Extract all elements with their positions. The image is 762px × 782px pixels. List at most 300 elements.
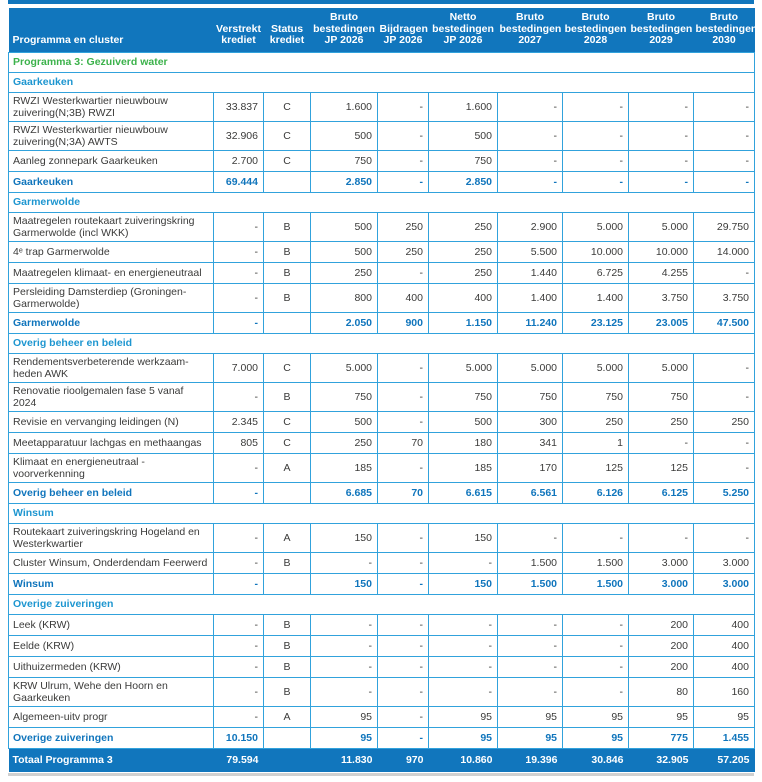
table-row (9, 212, 755, 241)
cell-value: - (378, 150, 429, 171)
cell-value: 29.750 (694, 212, 755, 241)
cell-value: - (214, 656, 264, 677)
cell-value: - (498, 92, 563, 121)
subtotal-status (264, 482, 311, 503)
row-label: Revisie en vervanging leidingen (N) (9, 411, 214, 432)
cell-value: - (629, 92, 694, 121)
cell-value: - (563, 635, 629, 656)
cell-value: 1.500 (563, 552, 629, 573)
subtotal-value: 6.126 (563, 482, 629, 503)
table-row (9, 552, 755, 573)
cell-value: 250 (563, 411, 629, 432)
subtotal-value: - (214, 482, 264, 503)
row-label: Algemeen-uitv progr (9, 706, 214, 727)
subtotal-value: 47.500 (694, 312, 755, 333)
row-label: Leek (KRW) (9, 614, 214, 635)
cell-value: 200 (629, 656, 694, 677)
cell-value: 5.000 (629, 212, 694, 241)
cell-value: 750 (629, 382, 694, 411)
subtotal-label: Winsum (9, 573, 214, 594)
cell-value: 1.440 (498, 262, 563, 283)
cell-value: 400 (694, 656, 755, 677)
table-row (9, 432, 755, 453)
cell-value: - (378, 635, 429, 656)
cell-value: - (214, 382, 264, 411)
cell-value: 5.000 (563, 353, 629, 382)
cell-value: - (378, 523, 429, 552)
cell-value: - (498, 635, 563, 656)
cell-value: - (378, 92, 429, 121)
cell-value: 95 (311, 706, 378, 727)
cell-value: - (429, 656, 498, 677)
row-label: Rendementsverbeterende werkzaam-heden AWK (9, 353, 214, 382)
budget-table (8, 8, 758, 772)
table-bottom-shadow (8, 773, 754, 776)
cell-value: - (214, 523, 264, 552)
section-header-row (9, 333, 755, 353)
table-row (9, 262, 755, 283)
table-row (9, 706, 755, 727)
table-row (9, 382, 755, 411)
cell-status: B (264, 677, 311, 706)
row-label: Routekaart zuiveringskring Hogeland en Westerkwartier (9, 523, 214, 552)
subtotal-value: 775 (629, 727, 694, 748)
cell-value: - (498, 677, 563, 706)
cell-value: 5.000 (498, 353, 563, 382)
table-row (9, 453, 755, 482)
column-header-bruto-bestedingen-2027: Bruto bestedingen 2027 (498, 8, 563, 52)
row-label: Maatregelen routekaart zuiveringskring Garmerwolde (incl WKK) (9, 212, 214, 241)
cell-value: - (214, 552, 264, 573)
section-header-row (9, 503, 755, 523)
cell-value: 500 (311, 241, 378, 262)
subtotal-value: 150 (311, 573, 378, 594)
cell-status: C (264, 92, 311, 121)
cell-value: 500 (311, 411, 378, 432)
cell-status: B (264, 262, 311, 283)
subtotal-status (264, 573, 311, 594)
cell-value: - (563, 523, 629, 552)
cell-value: 33.837 (214, 92, 264, 121)
cell-value: 5.000 (629, 353, 694, 382)
subtotal-value: - (378, 171, 429, 192)
cell-value: - (214, 614, 264, 635)
subtotal-value: 23.125 (563, 312, 629, 333)
subtotal-value: 69.444 (214, 171, 264, 192)
cell-value: - (498, 614, 563, 635)
cell-value: 185 (429, 453, 498, 482)
subtotal-value: 5.250 (694, 482, 755, 503)
cell-status: B (264, 283, 311, 312)
row-label: 4ᵉ trap Garmerwolde (9, 241, 214, 262)
row-label: RWZI Westerkwartier nieuwbouw zuivering(N;3B) RWZI (9, 92, 214, 121)
subtotal-value: 6.685 (311, 482, 378, 503)
cell-value: 500 (429, 411, 498, 432)
cell-value: - (311, 552, 378, 573)
subtotal-value: 3.000 (629, 573, 694, 594)
cell-value: 3.750 (694, 283, 755, 312)
cell-value: 250 (629, 411, 694, 432)
subtotal-status (264, 171, 311, 192)
subtotal-row (9, 727, 755, 748)
cell-value: 5.000 (311, 353, 378, 382)
total-value: 79.594 (214, 748, 264, 772)
cell-value: 250 (378, 241, 429, 262)
cell-value: - (214, 241, 264, 262)
cell-value: - (563, 656, 629, 677)
cell-value: 185 (311, 453, 378, 482)
cell-value: - (498, 523, 563, 552)
cell-value: - (498, 121, 563, 150)
column-header-bijdragen-jp-2026: Bijdragen JP 2026 (378, 8, 429, 52)
cell-value: 250 (311, 262, 378, 283)
subtotal-value: 6.561 (498, 482, 563, 503)
subtotal-value: 6.125 (629, 482, 694, 503)
cell-status: C (264, 411, 311, 432)
cell-value: - (563, 92, 629, 121)
table-row (9, 283, 755, 312)
cell-value: - (429, 677, 498, 706)
cell-value: 250 (429, 241, 498, 262)
cell-value: - (563, 150, 629, 171)
subtotal-value: 2.850 (429, 171, 498, 192)
cell-value: - (563, 614, 629, 635)
cell-value: 300 (498, 411, 563, 432)
row-label: Maatregelen klimaat- en energieneutraal (9, 262, 214, 283)
subtotal-value: - (498, 171, 563, 192)
cell-value: - (378, 411, 429, 432)
cell-value: 750 (563, 382, 629, 411)
cell-value: 5.000 (429, 353, 498, 382)
cell-value: - (694, 92, 755, 121)
cell-value: 805 (214, 432, 264, 453)
cell-value: - (214, 677, 264, 706)
table-row (9, 635, 755, 656)
cell-value: 170 (498, 453, 563, 482)
column-header-programma-en-cluster: Programma en cluster (9, 8, 214, 52)
cell-value: 500 (429, 121, 498, 150)
subtotal-row (9, 573, 755, 594)
row-label: Eelde (KRW) (9, 635, 214, 656)
cell-value: - (378, 677, 429, 706)
cell-value: 2.345 (214, 411, 264, 432)
table-header-row (9, 8, 755, 52)
subtotal-value: 95 (498, 727, 563, 748)
cell-value: 250 (429, 212, 498, 241)
cell-value: 250 (378, 212, 429, 241)
row-label: RWZI Westerkwartier nieuwbouw zuivering(N;3A) AWTS (9, 121, 214, 150)
top-accent-bar (8, 0, 754, 4)
cell-value: - (378, 262, 429, 283)
cell-value: 1.400 (498, 283, 563, 312)
total-label: Totaal Programma 3 (9, 748, 214, 772)
cell-value: - (694, 262, 755, 283)
cell-value: - (694, 453, 755, 482)
cell-status: A (264, 523, 311, 552)
cell-value: 750 (429, 382, 498, 411)
subtotal-value: 3.000 (694, 573, 755, 594)
subtotal-value: 10.150 (214, 727, 264, 748)
row-label: Klimaat en energieneutraal - voorverkenning (9, 453, 214, 482)
cell-value: - (214, 283, 264, 312)
cell-value: 341 (498, 432, 563, 453)
cell-value: 95 (694, 706, 755, 727)
subtotal-value: - (378, 727, 429, 748)
subtotal-value: 95 (311, 727, 378, 748)
cell-value: 400 (694, 635, 755, 656)
cell-value: 95 (563, 706, 629, 727)
subtotal-value: 150 (429, 573, 498, 594)
cell-value: 125 (629, 453, 694, 482)
cell-value: - (694, 150, 755, 171)
column-header-status-krediet: Status krediet (264, 8, 311, 52)
cell-value: 500 (311, 121, 378, 150)
subtotal-value: - (214, 312, 264, 333)
row-label: Aanleg zonnepark Gaarkeuken (9, 150, 214, 171)
cell-value: 180 (429, 432, 498, 453)
cell-value: - (378, 656, 429, 677)
cell-value: 125 (563, 453, 629, 482)
row-label: Uithuizermeden (KRW) (9, 656, 214, 677)
total-status (264, 748, 311, 772)
cell-value: - (214, 453, 264, 482)
table-row (9, 353, 755, 382)
cell-value: - (694, 121, 755, 150)
cell-status: C (264, 121, 311, 150)
subtotal-value: 1.500 (498, 573, 563, 594)
section-header-row (9, 72, 755, 92)
cell-value: 400 (429, 283, 498, 312)
total-value: 11.830 (311, 748, 378, 772)
subtotal-label: Garmerwolde (9, 312, 214, 333)
cell-value: 250 (694, 411, 755, 432)
subtotal-value: - (694, 171, 755, 192)
subtotal-value: 1.455 (694, 727, 755, 748)
section-title: Gaarkeuken (9, 72, 755, 92)
subtotal-value: 70 (378, 482, 429, 503)
section-title: Garmerwolde (9, 192, 755, 212)
cell-value: 14.000 (694, 241, 755, 262)
cell-status: B (264, 614, 311, 635)
row-label: Persleiding Damsterdiep (Groningen-Garmerwolde) (9, 283, 214, 312)
subtotal-row (9, 171, 755, 192)
cell-value: 3.750 (629, 283, 694, 312)
section-title: Overige zuiveringen (9, 594, 755, 614)
row-label: Renovatie rioolgemalen fase 5 vanaf 2024 (9, 382, 214, 411)
cell-value: 1.500 (498, 552, 563, 573)
cell-value: 32.906 (214, 121, 264, 150)
cell-status: A (264, 706, 311, 727)
cell-value: - (694, 432, 755, 453)
cell-value: - (629, 150, 694, 171)
cell-value: 2.900 (498, 212, 563, 241)
subtotal-value: 2.050 (311, 312, 378, 333)
cell-status: A (264, 453, 311, 482)
cell-value: - (498, 150, 563, 171)
cell-value: - (429, 614, 498, 635)
cell-value: - (629, 121, 694, 150)
cell-value: 400 (694, 614, 755, 635)
cell-value: 2.700 (214, 150, 264, 171)
cell-status: C (264, 150, 311, 171)
cell-value: 5.500 (498, 241, 563, 262)
cell-value: - (378, 121, 429, 150)
subtotal-value: 900 (378, 312, 429, 333)
table-row (9, 523, 755, 552)
cell-value: 160 (694, 677, 755, 706)
table-row (9, 92, 755, 121)
column-header-bruto-bestedingen-jp-2026: Bruto bestedingen JP 2026 (311, 8, 378, 52)
cell-value: 150 (311, 523, 378, 552)
section-header-row (9, 594, 755, 614)
cell-value: 400 (378, 283, 429, 312)
subtotal-value: - (214, 573, 264, 594)
cell-value: - (629, 432, 694, 453)
cell-value: - (694, 523, 755, 552)
table-row (9, 121, 755, 150)
cell-value: - (378, 382, 429, 411)
table-row (9, 150, 755, 171)
cell-status: B (264, 382, 311, 411)
total-value: 57.205 (694, 748, 755, 772)
table-row (9, 241, 755, 262)
subtotal-label: Overige zuiveringen (9, 727, 214, 748)
column-header-verstrekt-krediet: Verstrekt krediet (214, 8, 264, 52)
subtotal-label: Overig beheer en beleid (9, 482, 214, 503)
subtotal-value: 23.005 (629, 312, 694, 333)
cell-value: 3.000 (694, 552, 755, 573)
section-title: Overig beheer en beleid (9, 333, 755, 353)
cell-value: 1.600 (429, 92, 498, 121)
cell-value: 1.400 (563, 283, 629, 312)
cell-value: - (694, 353, 755, 382)
subtotal-value: - (629, 171, 694, 192)
subtotal-value: 2.850 (311, 171, 378, 192)
cell-value: - (311, 677, 378, 706)
table-body (9, 52, 755, 772)
cell-value: 95 (429, 706, 498, 727)
table-row (9, 677, 755, 706)
cell-value: 200 (629, 635, 694, 656)
cell-value: - (563, 121, 629, 150)
table-row (9, 656, 755, 677)
cell-value: - (378, 353, 429, 382)
cell-status: C (264, 432, 311, 453)
cell-value: 750 (429, 150, 498, 171)
cell-value: 200 (629, 614, 694, 635)
cell-value: 750 (311, 382, 378, 411)
subtotal-value: 11.240 (498, 312, 563, 333)
cell-value: 5.000 (563, 212, 629, 241)
subtotal-value: - (378, 573, 429, 594)
subtotal-status (264, 727, 311, 748)
cell-value: - (429, 552, 498, 573)
cell-value: - (214, 706, 264, 727)
section-header-row (9, 192, 755, 212)
cell-value: 500 (311, 212, 378, 241)
subtotal-value: 95 (429, 727, 498, 748)
cell-value: 10.000 (629, 241, 694, 262)
cell-value: - (378, 552, 429, 573)
cell-status: B (264, 552, 311, 573)
cell-value: 250 (311, 432, 378, 453)
column-header-bruto-bestedingen-2029: Bruto bestedingen 2029 (629, 8, 694, 52)
total-value: 970 (378, 748, 429, 772)
cell-value: 4.255 (629, 262, 694, 283)
cell-value: 80 (629, 677, 694, 706)
total-value: 32.905 (629, 748, 694, 772)
cell-value: 95 (629, 706, 694, 727)
subtotal-status (264, 312, 311, 333)
row-label: Cluster Winsum, Onderdendam Feerwerd (9, 552, 214, 573)
column-header-bruto-bestedingen-2030: Bruto bestedingen 2030 (694, 8, 755, 52)
cell-value: 750 (311, 150, 378, 171)
row-label: Meetapparatuur lachgas en methaangas (9, 432, 214, 453)
cell-value: - (311, 614, 378, 635)
cell-value: - (214, 635, 264, 656)
cell-status: B (264, 212, 311, 241)
cell-value: 10.000 (563, 241, 629, 262)
cell-value: 250 (429, 262, 498, 283)
table-header (9, 8, 758, 52)
cell-value: 7.000 (214, 353, 264, 382)
cell-value: 3.000 (629, 552, 694, 573)
cell-value: - (429, 635, 498, 656)
cell-value: - (629, 523, 694, 552)
cell-value: 6.725 (563, 262, 629, 283)
cell-value: - (214, 212, 264, 241)
row-label: KRW Ulrum, Wehe den Hoorn en Gaarkeuken (9, 677, 214, 706)
subtotal-label: Gaarkeuken (9, 171, 214, 192)
column-header-bruto-bestedingen-2028: Bruto bestedingen 2028 (563, 8, 629, 52)
cell-value: - (563, 677, 629, 706)
cell-value: - (214, 262, 264, 283)
table-row (9, 411, 755, 432)
cell-value: - (694, 382, 755, 411)
cell-value: 95 (498, 706, 563, 727)
cell-value: - (378, 453, 429, 482)
total-value: 19.396 (498, 748, 563, 772)
subtotal-value: - (563, 171, 629, 192)
cell-value: - (378, 614, 429, 635)
cell-value: - (498, 656, 563, 677)
subtotal-value: 1.500 (563, 573, 629, 594)
cell-status: B (264, 656, 311, 677)
column-header-netto-bestedingen-jp-2026: Netto bestedingen JP 2026 (429, 8, 498, 52)
subtotal-row (9, 482, 755, 503)
cell-value: 750 (498, 382, 563, 411)
cell-value: 1 (563, 432, 629, 453)
subtotal-value: 95 (563, 727, 629, 748)
cell-value: - (311, 635, 378, 656)
cell-value: 70 (378, 432, 429, 453)
subtotal-value: 1.150 (429, 312, 498, 333)
cell-value: - (311, 656, 378, 677)
total-value: 10.860 (429, 748, 498, 772)
total-row (9, 748, 755, 772)
cell-status: B (264, 241, 311, 262)
program-title: Programma 3: Gezuiverd water (9, 52, 755, 72)
program-title-row (9, 52, 755, 72)
cell-status: B (264, 635, 311, 656)
subtotal-value: 6.615 (429, 482, 498, 503)
table-row (9, 614, 755, 635)
section-title: Winsum (9, 503, 755, 523)
cell-value: 1.600 (311, 92, 378, 121)
cell-value: 800 (311, 283, 378, 312)
total-value: 30.846 (563, 748, 629, 772)
cell-status: C (264, 353, 311, 382)
